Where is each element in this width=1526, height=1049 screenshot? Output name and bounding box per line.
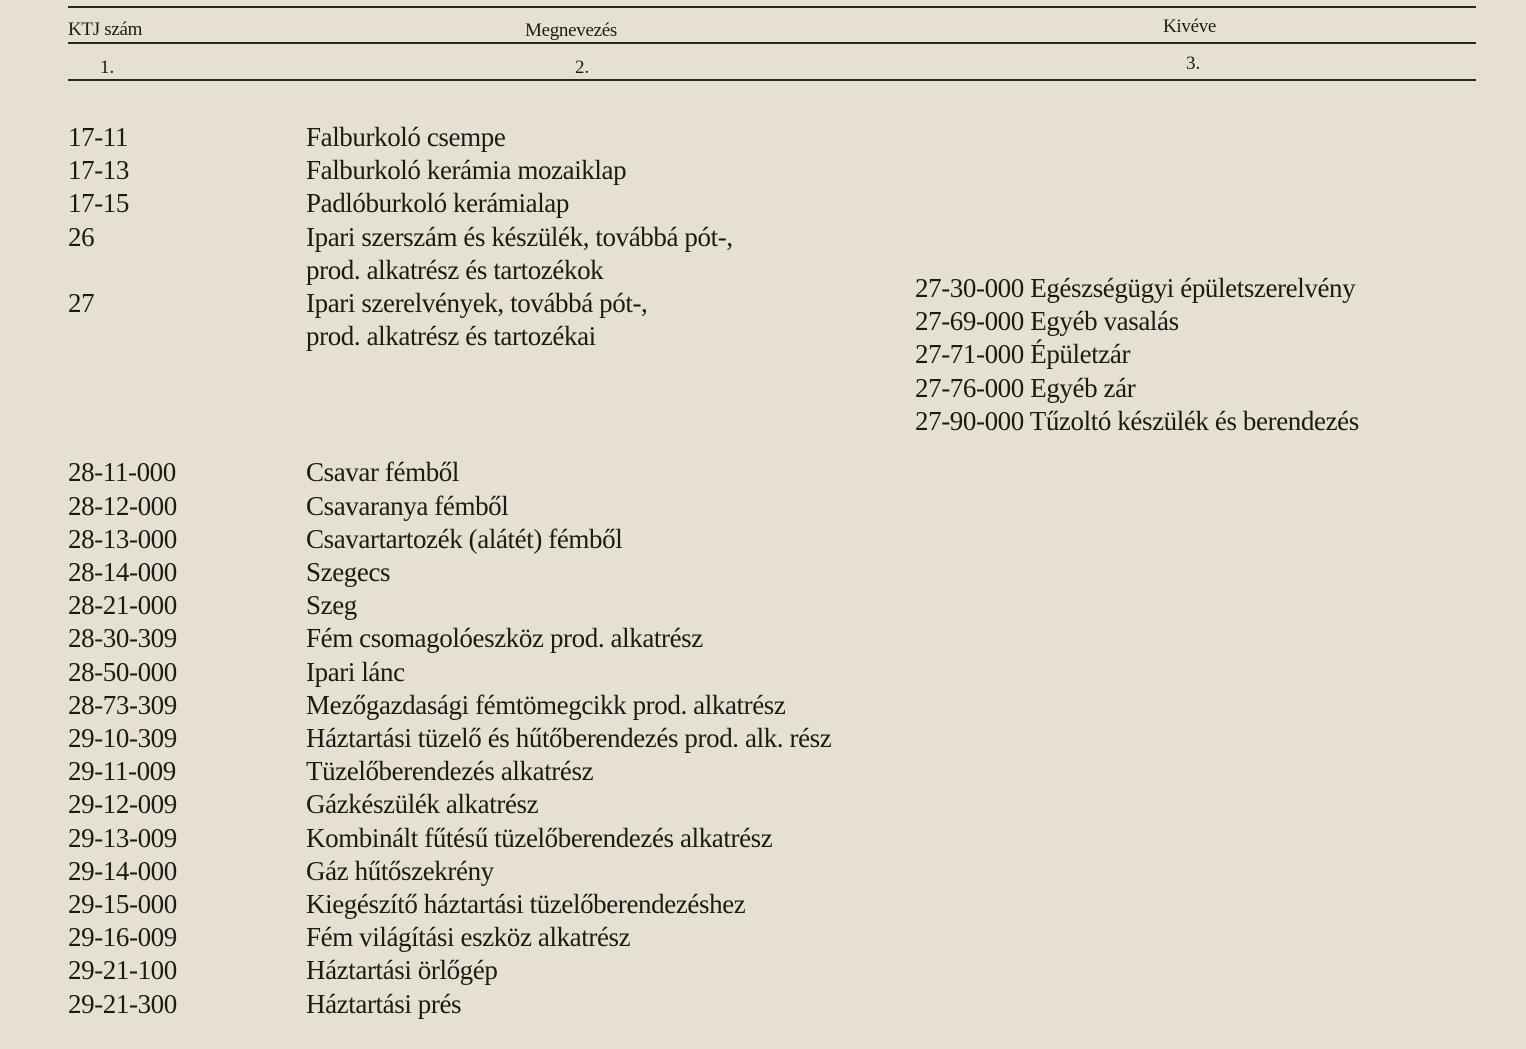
row-code: 29-14-000: [68, 855, 177, 886]
row-exception: 27-71-000 Épületzár: [915, 339, 1131, 370]
row-name: Falburkoló csempe: [306, 122, 506, 152]
table-rule-header: [68, 42, 1476, 44]
row-name: Gázkészülék alkatrész: [306, 789, 539, 820]
row-exception: 27-90-000 Tűzoltó készülék és berendezés: [915, 405, 1359, 436]
row-name: Csavar fémből: [306, 457, 460, 488]
row-name: Tüzelőberendezés alkatrész: [306, 756, 594, 787]
column-number-3: 3.: [1186, 53, 1201, 74]
row-code: 28-50-000: [68, 656, 177, 687]
row-name: Padlóburkoló kerámialap: [306, 188, 569, 219]
row-code: 28-73-309: [68, 689, 177, 720]
row-code: 28-14-000: [68, 556, 177, 587]
table-rule-numbers: [68, 79, 1476, 81]
row-code: 17-13: [68, 155, 129, 186]
row-code: 29-21-100: [68, 955, 177, 986]
row-code: 28-21-000: [68, 590, 177, 621]
column-number-1: 1.: [100, 57, 115, 78]
row-code: 28-13-000: [68, 523, 177, 554]
row-name: Csavartartozék (alátét) fémből: [306, 523, 623, 554]
row-name: Kombinált fűtésű tüzelőberendezés alkatrész: [306, 822, 773, 853]
row-code: 26: [68, 221, 95, 252]
row-code: 29-13-009: [68, 822, 177, 853]
row-name: Ipari szerszám és készülék, továbbá pót-,: [306, 221, 733, 252]
row-exception: 27-76-000 Egyéb zár: [915, 372, 1136, 403]
column-header-name: Megnevezés: [525, 20, 617, 41]
row-name: Háztartási tüzelő és hűtőberendezés prod. alk. rész: [306, 722, 832, 753]
row-code: 29-10-309: [68, 722, 177, 753]
row-code: 29-12-009: [68, 789, 177, 820]
row-name: prod. alkatrész és tartozékok: [306, 254, 604, 285]
row-code: 29-15-000: [68, 888, 177, 919]
row-name: Csavaranya fémből: [306, 490, 509, 521]
row-name: Ipari lánc: [306, 656, 405, 687]
row-exception: 27-30-000 Egészségügyi épületszerelvény: [915, 273, 1356, 303]
row-code: 29-16-009: [68, 922, 177, 953]
row-name: Mezőgazdasági fémtömegcikk prod. alkatrész: [306, 689, 786, 720]
column-number-2: 2.: [575, 57, 590, 78]
row-code: 28-12-000: [68, 490, 177, 521]
column-header-ktj: KTJ szám: [68, 19, 143, 40]
row-code: 29-11-009: [68, 756, 176, 787]
row-name: Gáz hűtőszekrény: [306, 855, 494, 886]
row-code: 27: [68, 288, 95, 318]
row-name: Ipari szerelvények, továbbá pót-,: [306, 288, 648, 318]
row-code: 28-11-000: [68, 457, 176, 488]
row-name: Falburkoló kerámia mozaiklap: [306, 155, 627, 186]
row-code: 29-21-300: [68, 988, 177, 1019]
row-exception: 27-69-000 Egyéb vasalás: [915, 306, 1179, 337]
row-name: Háztartási prés: [306, 988, 462, 1019]
row-name: prod. alkatrész és tartozékai: [306, 321, 596, 352]
row-name: Fém világítási eszköz alkatrész: [306, 922, 631, 953]
row-code: 28-30-309: [68, 623, 177, 654]
row-name: Háztartási örlőgép: [306, 955, 498, 986]
row-name: Szeg: [306, 590, 357, 621]
row-name: Fém csomagolóeszköz prod. alkatrész: [306, 623, 703, 654]
row-name: Szegecs: [306, 556, 391, 587]
table-rule-top: [68, 6, 1476, 8]
column-header-except: Kivéve: [1163, 16, 1217, 37]
row-name: Kiegészítő háztartási tüzelőberendezéshez: [306, 888, 746, 919]
row-code: 17-15: [68, 188, 129, 219]
row-code: 17-11: [68, 122, 128, 152]
